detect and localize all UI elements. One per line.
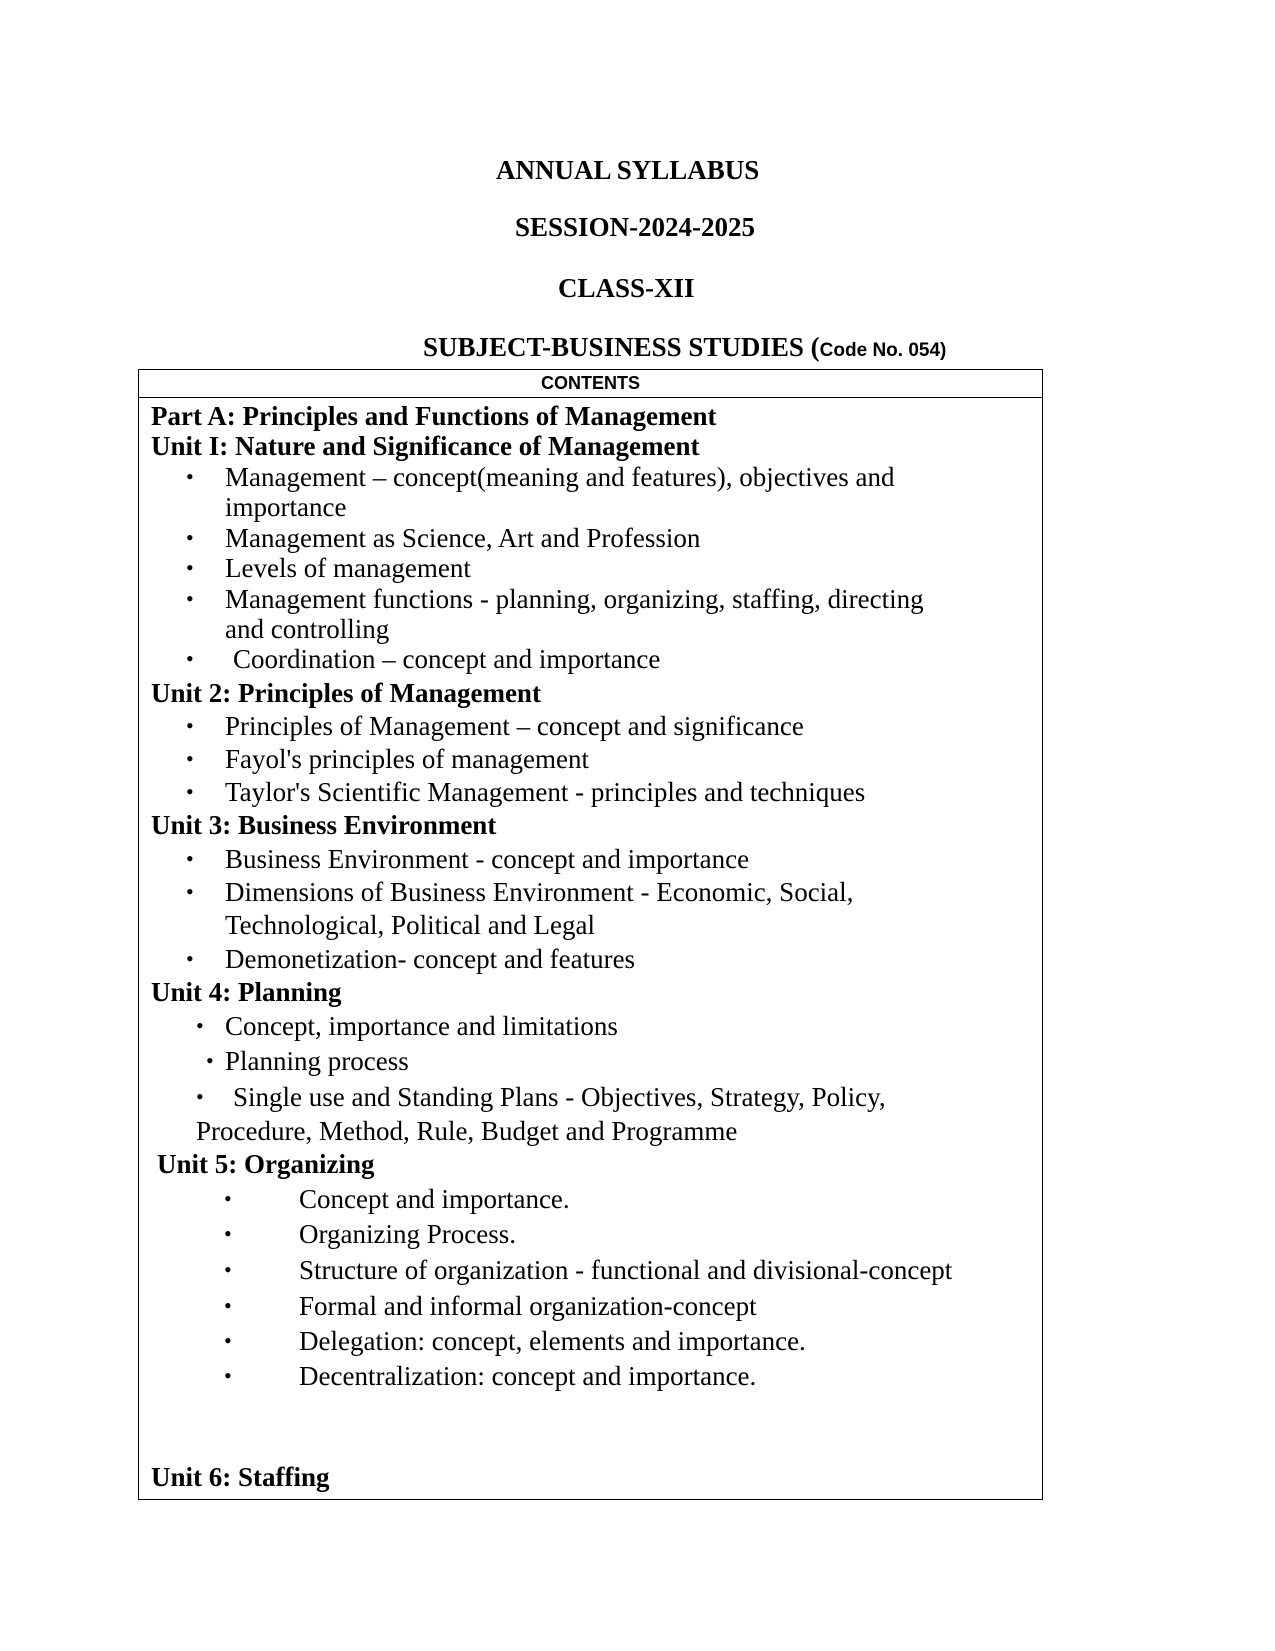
list-item: Single use and Standing Plans - Objectives, Strategy, Policy, bbox=[233, 1082, 886, 1112]
bullet-icon: • bbox=[224, 1363, 232, 1388]
list-item: Principles of Management – concept and significance bbox=[225, 711, 804, 741]
list-item-continuation: Technological, Political and Legal bbox=[225, 910, 595, 940]
bullet-icon: • bbox=[186, 946, 194, 971]
bullet-icon: • bbox=[186, 525, 194, 550]
unit4-heading: Unit 4: Planning bbox=[151, 977, 342, 1007]
bullet-icon: • bbox=[206, 1048, 214, 1073]
list-item: Decentralization: concept and importance. bbox=[299, 1361, 757, 1391]
list-item: Dimensions of Business Environment - Economic, Social, bbox=[225, 877, 854, 907]
bullet-icon: • bbox=[224, 1221, 232, 1246]
bullet-icon: • bbox=[196, 1013, 204, 1038]
list-item: Planning process bbox=[225, 1046, 409, 1076]
contents-header: CONTENTS bbox=[139, 370, 1042, 398]
subject-name: SUBJECT-BUSINESS STUDIES ( bbox=[423, 332, 820, 362]
part-a-heading: Part A: Principles and Functions of Management bbox=[151, 401, 717, 431]
unit1-heading: Unit I: Nature and Significance of Management bbox=[151, 431, 700, 461]
list-item: Management – concept(meaning and features), objectives and bbox=[225, 462, 895, 492]
list-item: Taylor's Scientific Management - principles and techniques bbox=[225, 777, 866, 807]
title-annual-syllabus: ANNUAL SYLLABUS bbox=[496, 155, 760, 185]
list-item: Business Environment - concept and importance bbox=[225, 844, 750, 874]
unit3-heading: Unit 3: Business Environment bbox=[151, 810, 497, 840]
list-item: Structure of organization - functional and divisional-concept bbox=[299, 1255, 953, 1285]
unit2-heading: Unit 2: Principles of Management bbox=[151, 678, 541, 708]
bullet-icon: • bbox=[186, 464, 194, 489]
list-item: Concept, importance and limitations bbox=[225, 1011, 618, 1041]
bullet-icon: • bbox=[224, 1257, 232, 1282]
bullet-icon: • bbox=[186, 879, 194, 904]
list-item: Delegation: concept, elements and importance. bbox=[299, 1326, 806, 1356]
list-item: Concept and importance. bbox=[299, 1184, 570, 1214]
list-item: Demonetization- concept and features bbox=[225, 944, 636, 974]
bullet-icon: • bbox=[186, 646, 194, 671]
bullet-icon: • bbox=[186, 586, 194, 611]
bullet-icon: • bbox=[186, 846, 194, 871]
list-item: Organizing Process. bbox=[299, 1219, 516, 1249]
unit5-heading: Unit 5: Organizing bbox=[157, 1149, 375, 1179]
list-item: Fayol's principles of management bbox=[225, 744, 590, 774]
list-item: Formal and informal organization-concept bbox=[299, 1291, 757, 1321]
list-item: Coordination – concept and importance bbox=[233, 644, 661, 674]
bullet-icon: • bbox=[186, 555, 194, 580]
bullet-icon: • bbox=[186, 746, 194, 771]
list-item: Levels of management bbox=[225, 553, 471, 583]
list-item-continuation: and controlling bbox=[225, 614, 390, 644]
bullet-icon: • bbox=[224, 1328, 232, 1353]
list-item-continuation: Procedure, Method, Rule, Budget and Programme bbox=[196, 1116, 738, 1146]
subject-code: Code No. 054) bbox=[819, 340, 947, 361]
list-item: Management functions - planning, organizing, staffing, directing bbox=[225, 584, 924, 614]
unit6-heading: Unit 6: Staffing bbox=[151, 1462, 330, 1492]
bullet-icon: • bbox=[224, 1293, 232, 1318]
title-session: SESSION-2024-2025 bbox=[515, 212, 756, 242]
title-class: CLASS-XII bbox=[558, 273, 695, 303]
list-item: Management as Science, Art and Profession bbox=[225, 523, 701, 553]
bullet-icon: • bbox=[224, 1186, 232, 1211]
list-item-continuation: importance bbox=[225, 492, 347, 522]
title-subject bbox=[423, 331, 946, 367]
bullet-icon: • bbox=[186, 779, 194, 804]
bullet-icon: • bbox=[186, 713, 194, 738]
bullet-icon: • bbox=[196, 1084, 204, 1109]
